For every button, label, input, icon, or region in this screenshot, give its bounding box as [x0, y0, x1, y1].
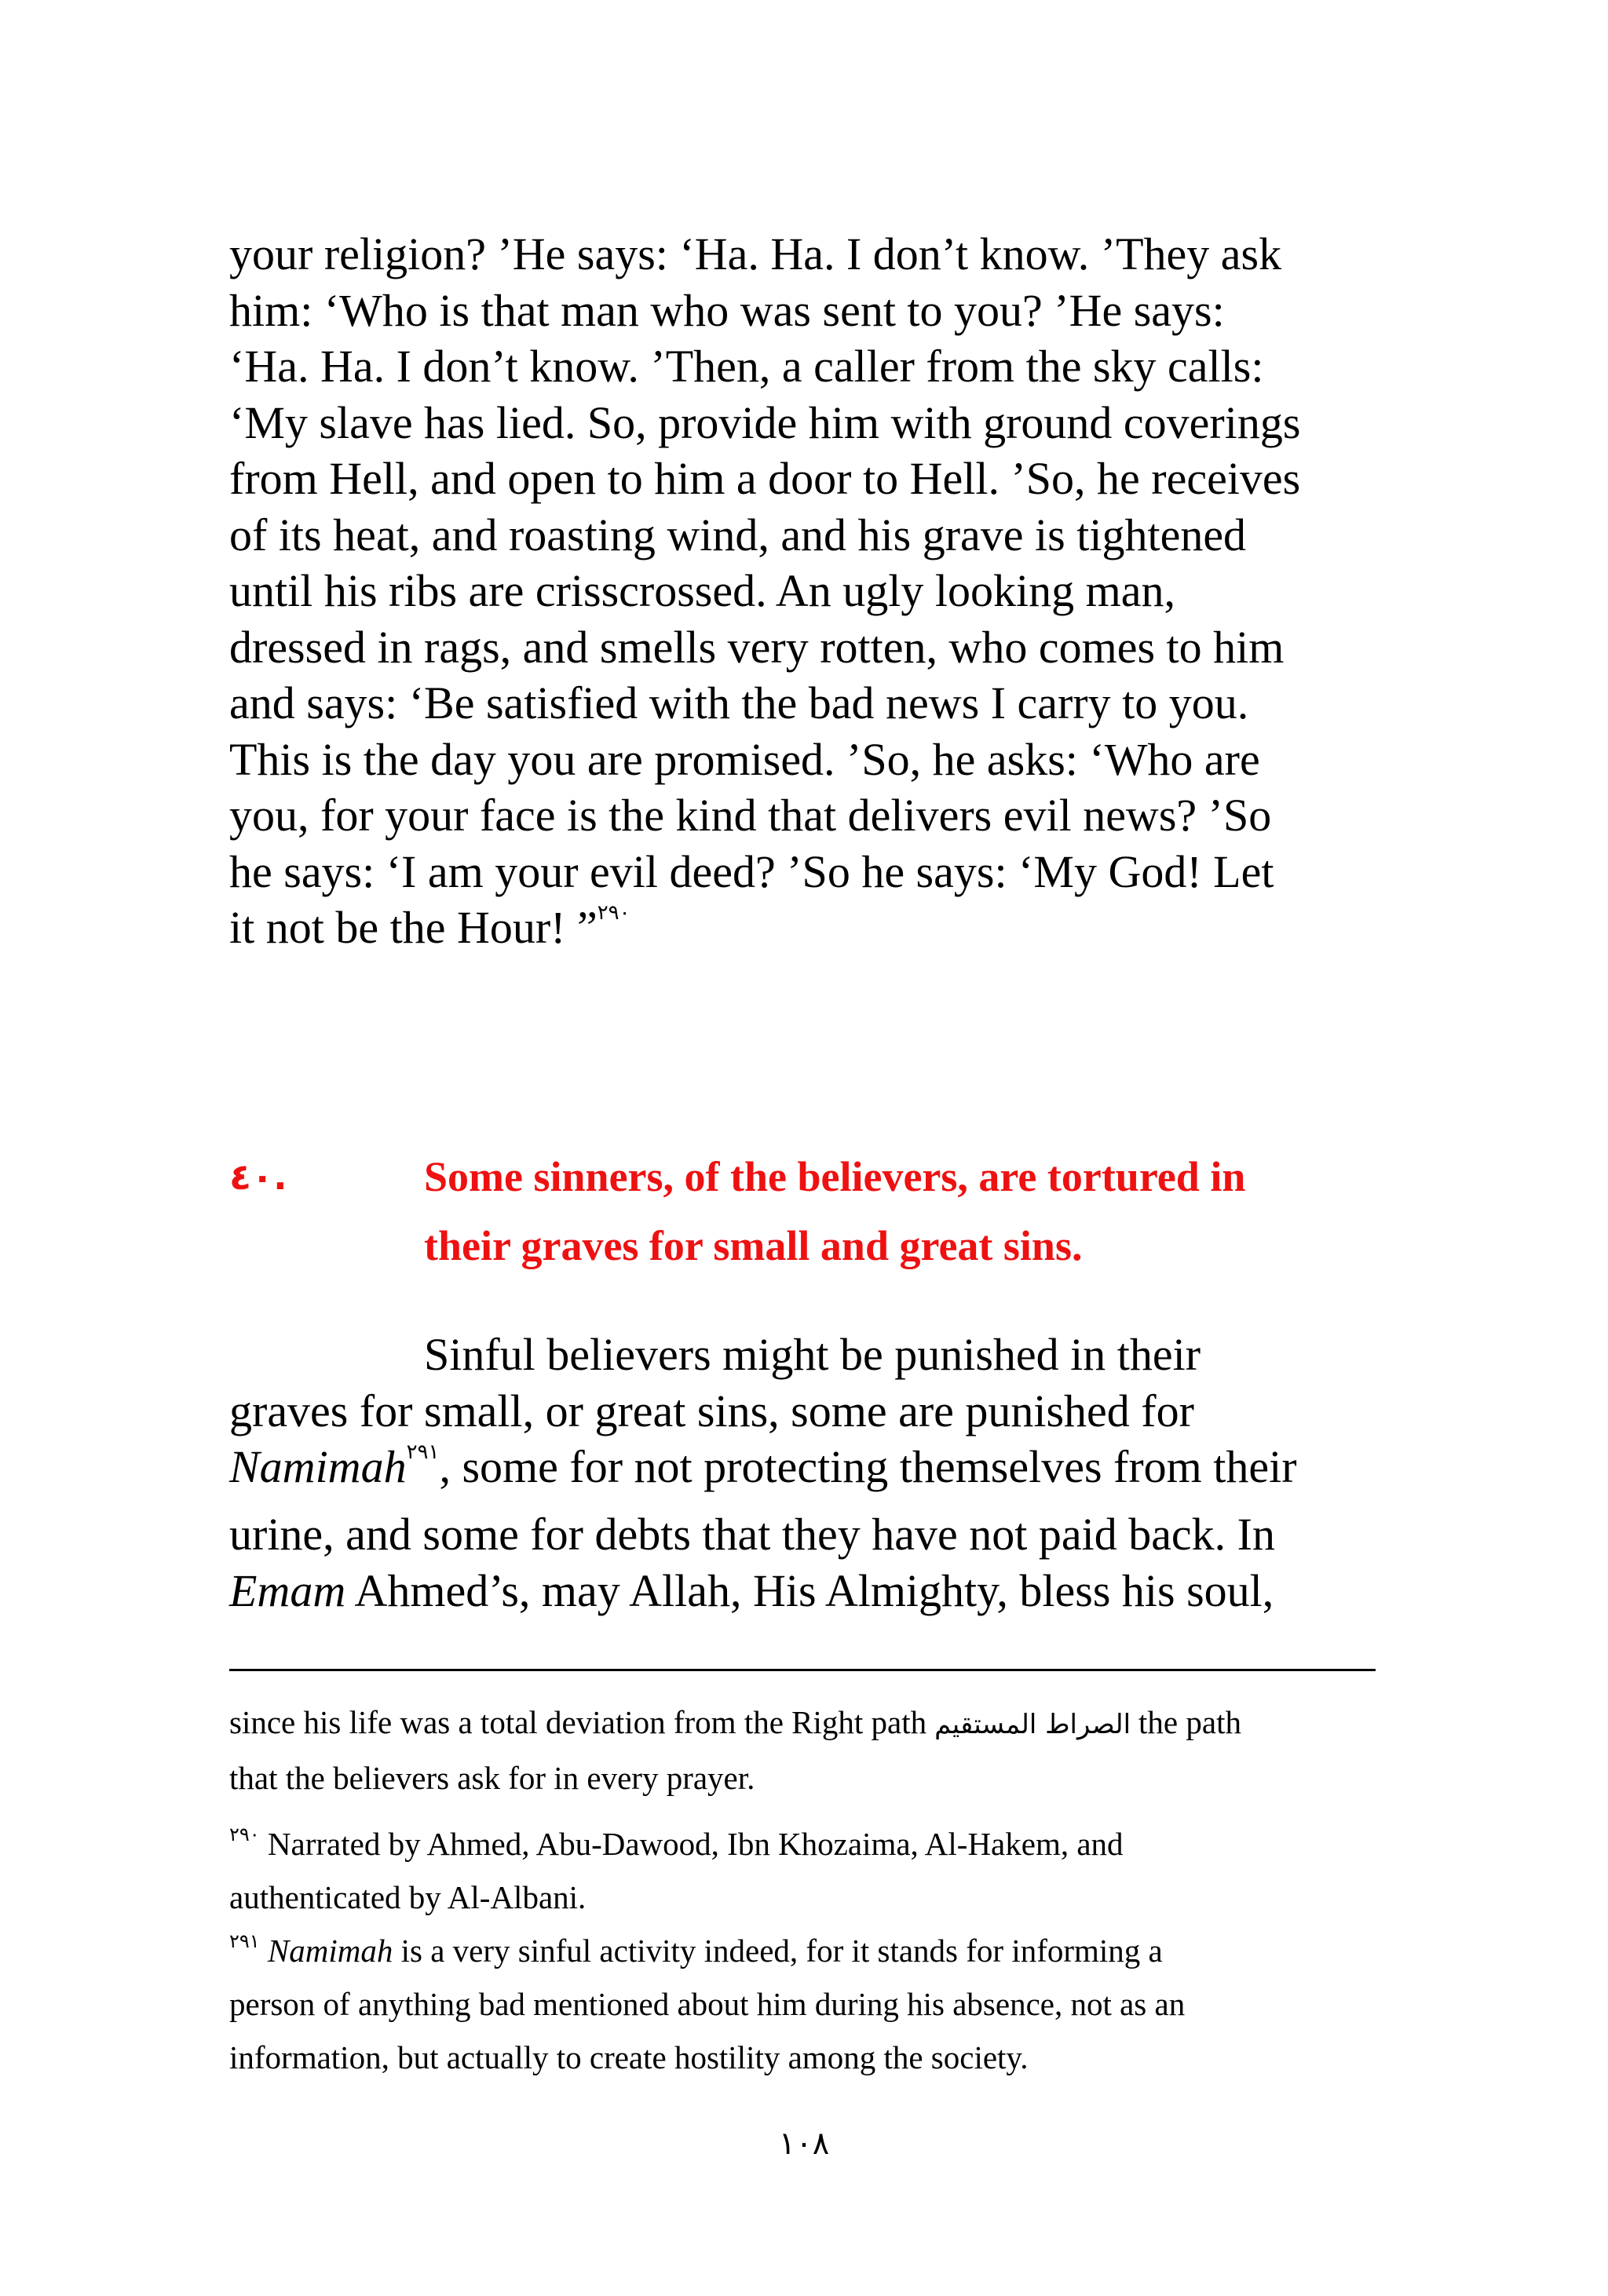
text-line: him: ‘Who is that man who was sent to you? ’He says:	[229, 284, 1225, 336]
footnote-line	[229, 1924, 1376, 1977]
footnote-line: that the believers ask for in every prayer.	[229, 1760, 755, 1796]
text-line: your religion? ’He says: ‘Ha. Ha. I don’t know. ’They ask	[229, 228, 1282, 279]
text-line	[229, 1563, 1376, 1619]
text-line: urine, and some for debts that they have not paid back. In	[229, 1509, 1275, 1560]
text-segment: Narrated by Ahmed, Abu-Dawood, Ibn Khozaima, Al-Hakem, and	[259, 1826, 1124, 1862]
footnote-marker: ٢٩٠	[229, 1823, 260, 1845]
text-line: ‘Ha. Ha. I don’t know. ’Then, a caller from the sky calls:	[229, 341, 1264, 392]
footnote-line	[229, 1696, 1376, 1751]
section-title-line: their graves for small and great sins.	[424, 1222, 1083, 1269]
text-line: graves for small, or great sins, some are punished for	[229, 1385, 1194, 1436]
footnote-reference-290[interactable]: ٢٩٠	[597, 901, 630, 924]
narration-paragraph	[229, 226, 1376, 956]
text-line	[229, 1439, 1376, 1506]
spacer	[229, 1805, 1376, 1817]
footnote-line: information, but actually to create hostility among the society.	[229, 2039, 1029, 2075]
section-title-line: Some sinners, of the believers, are tortured in	[424, 1153, 1246, 1200]
footnote-reference-291[interactable]: ٢٩١	[406, 1440, 440, 1463]
text-line: This is the day you are promised. ’So, he asks: ‘Who are	[229, 733, 1260, 785]
arabic-phrase: الصراط المستقيم	[934, 1709, 1131, 1740]
sinful-believers-paragraph	[229, 1327, 1376, 1619]
section-number: ٤٠.	[229, 1155, 287, 1198]
footnote-line: person of anything bad mentioned about him during his absence, not as an	[229, 1986, 1186, 2022]
term-namimah: Namimah	[229, 1441, 407, 1492]
footnote-line: authenticated by Al-Albani.	[229, 1879, 587, 1915]
text-line: from Hell, and open to him a door to Hell. ’So, he receives	[229, 453, 1301, 504]
text-line: Sinful believers might be punished in their	[424, 1329, 1201, 1380]
footnote-continuation	[229, 1696, 1376, 1805]
footnote-marker: ٢٩١	[229, 1930, 260, 1952]
last-line-text: it not be the Hour! ”	[229, 902, 598, 953]
text-segment: , some for not protecting themselves from their	[439, 1441, 1297, 1492]
text-line: ‘My slave has lied. So, provide him with ground coverings	[229, 396, 1301, 448]
page-number: ١٠٨	[778, 2126, 830, 2162]
term-namimah: Namimah	[267, 1933, 393, 1969]
text-line: until his ribs are crisscrossed. An ugly looking man,	[229, 565, 1175, 616]
text-segment: the path	[1138, 1704, 1241, 1740]
section-title	[424, 1142, 1390, 1280]
footnote-separator	[229, 1669, 1376, 1671]
term-emam: Emam	[229, 1564, 346, 1616]
text-segment: since his life was a total deviation from the Right path	[229, 1704, 927, 1740]
text-line: dressed in rags, and smells very rotten, who comes to him	[229, 621, 1285, 673]
text-line: and says: ‘Be satisfied with the bad news I carry to you.	[229, 677, 1249, 728]
text-line: of its heat, and roasting wind, and his grave is tightened	[229, 509, 1247, 560]
text-line: you, for your face is the kind that delivers evil news? ’So	[229, 790, 1272, 841]
text-line-last	[229, 900, 1376, 956]
text-segment: Ahmed’s, may Allah, His Almighty, bless his soul,	[345, 1564, 1274, 1616]
footnote-291	[229, 1924, 1376, 2084]
text-segment: is a very sinful activity indeed, for it stands for informing a	[393, 1933, 1163, 1969]
footnote-line	[229, 1817, 1376, 1871]
text-line: he says: ‘I am your evil deed? ’So he says: ‘My God! Let	[229, 845, 1274, 897]
footnote-290	[229, 1817, 1376, 1924]
footnotes	[229, 1696, 1376, 2084]
